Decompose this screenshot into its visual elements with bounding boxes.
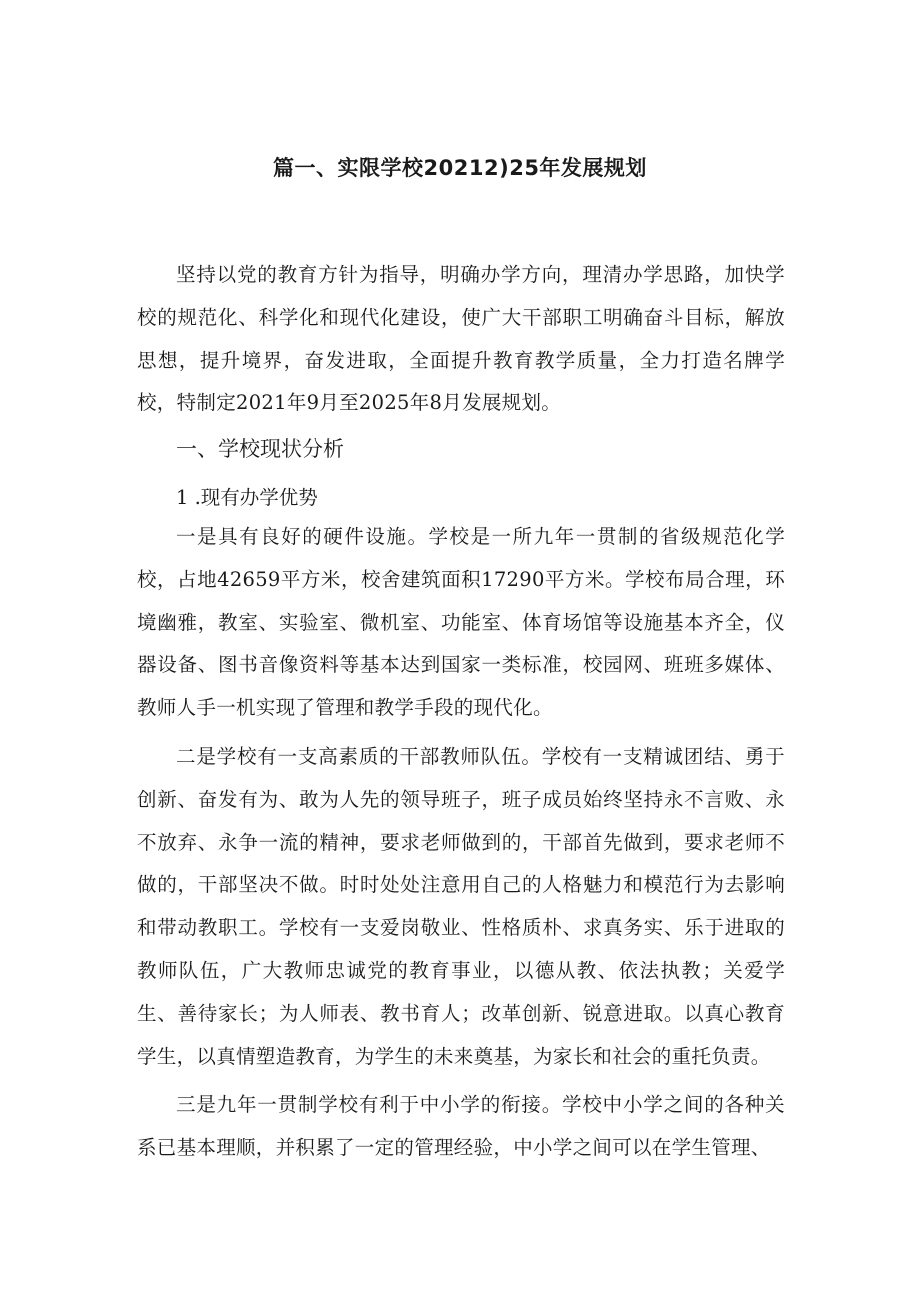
paragraph-hardware: 一是具有良好的硬件设施。学校是一所九年一贯制的省级规范化学校，占地42659平方米，校舍建筑面积17290平方米。学校布局合理，环境幽雅，教室、实验室、微机室、功能室、体育场馆等设施基本齐全，仪器设备、图书音像资料等基本达到国家一类标准，校园网、班班多媒体、教师人手一机实现了管理和教学手段的现代化。 xyxy=(137,525,785,720)
paragraph-transition: 三是九年一贯制学校有利于中小学的衔接。学校中小学之间的各种关系已基本理顺，并积累了一定的管理经验，中小学之间可以在学生管理、 xyxy=(137,1093,785,1159)
paragraph-teachers: 二是学校有一支高素质的干部教师队伍。学校有一支精诚团结、勇于创新、奋发有为、敢为人先的领导班子，班子成员始终坚持永不言败、永不放弃、永争一流的精神，要求老师做到的，干部首先做到，要求老师不做的，干部坚决不做。时时处处注意用自己的人格魅力和模范行为去影响和带动教职工。学校有一支爱岗敬业、性格质朴、求真务实、乐于进取的教师队伍，广大教师忠诚党的教育事业，以德从教、依法执教；关爱学生、善待家长；为人师表、教书育人；改革创新、锐意进取。以真心教育学生，以真情塑造教育，为学生的未来奠基，为家长和社会的重托负责。 xyxy=(137,745,785,1068)
intro-paragraph: 坚持以党的教育方针为指导，明确办学方向，理清办学思路，加快学校的规范化、科学化和现代化建设，使广大干部职工明确奋斗目标，解放思想，提升境界，奋发进取，全面提升教育教学质量，全力打造名牌学校，特制定2021年9月至2025年8月发展规划。 xyxy=(137,263,785,415)
document-title: 篇一、实限学校20212)25年发展规划 xyxy=(273,156,647,180)
subsection-heading: 1 .现有办学优势 xyxy=(176,486,318,509)
section-heading: 一、学校现状分析 xyxy=(176,437,344,461)
